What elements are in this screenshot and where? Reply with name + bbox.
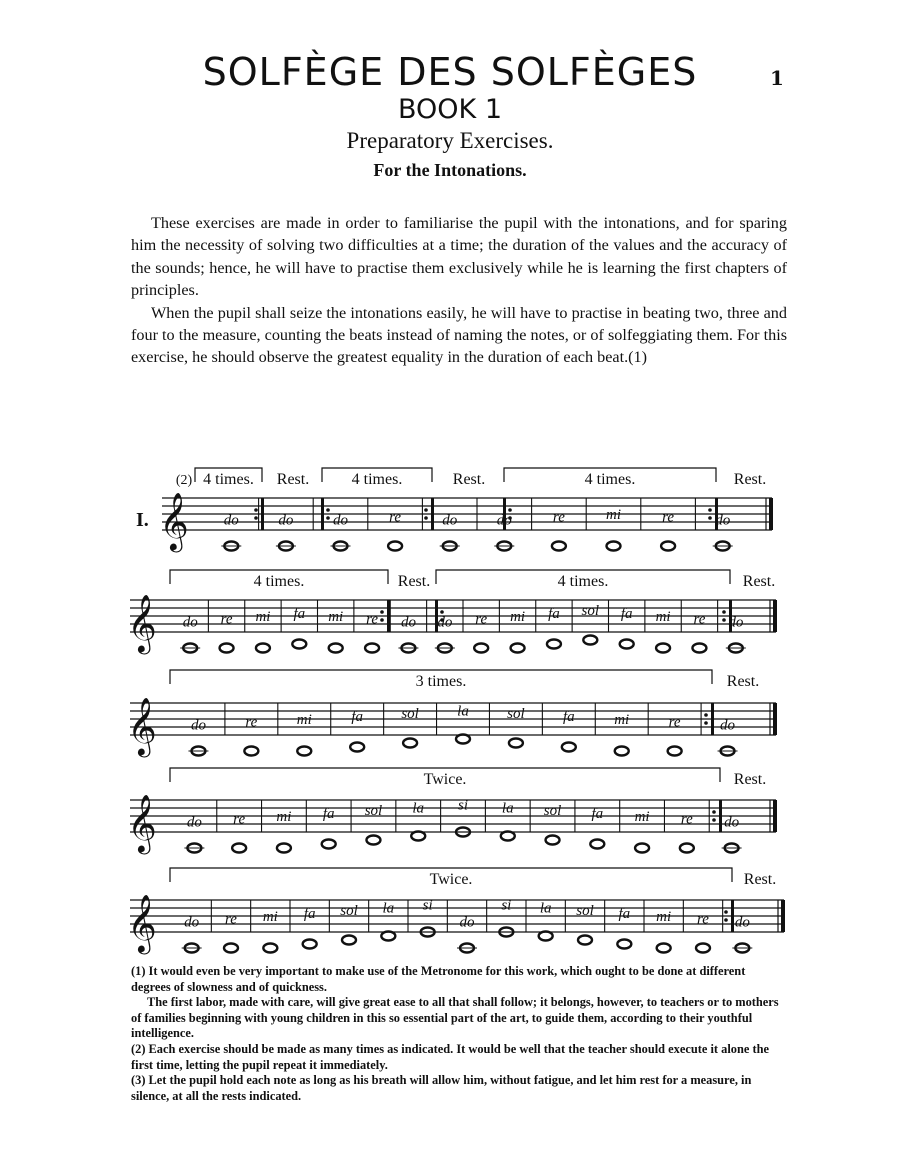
solfege-syllable: la [501,800,514,817]
page-title: SOLFÈGE DES SOLFÈGES [202,50,698,94]
repeat-dot [712,818,716,822]
whole-note [509,739,523,748]
final-barline-thick [773,600,777,632]
footnotes [131,964,787,1104]
repeat-dot [380,610,384,614]
repeat-count-label: 4 times. [203,471,254,488]
solfege-syllable: mi [262,908,278,925]
footnote-marker: (2) [175,473,193,488]
whole-note [244,747,258,756]
solfege-syllable: do [734,914,750,931]
repeat-dot [724,918,728,922]
rest-label: Rest. [397,573,431,590]
whole-note [620,640,634,649]
solfege-syllable: do [728,614,744,631]
repeat-end-bar [731,900,734,932]
solfege-syllable: re [245,714,258,731]
solfege-syllable: re [225,911,237,928]
whole-note [615,747,629,756]
solfege-syllable: do [437,614,453,631]
rest-label: Rest. [733,471,767,488]
repeat-dot [254,516,258,520]
repeat-count-label: 4 times. [253,573,305,590]
solfege-syllable: fa [303,906,316,922]
repeat-dot [440,610,444,614]
whole-note [552,542,566,551]
solfege-syllable: sol [401,706,419,723]
whole-note [501,832,515,841]
whole-note [411,832,425,841]
repeat-count-label: 3 times. [415,673,467,690]
whole-note [224,944,238,953]
treble-clef-icon: 𝄞 [127,595,157,651]
whole-note [474,644,488,653]
solfege-syllable: fa [548,606,560,622]
solfege-syllable: fa [322,806,335,822]
solfege-syllable: do [223,512,239,529]
repeat-dot [326,516,330,520]
page-number: 1 [770,66,784,90]
repeat-dot [424,516,428,520]
rest-label: Rest. [743,871,777,888]
solfege-syllable: do [724,814,740,831]
whole-note [263,944,277,953]
repeat-dot [708,508,712,512]
rest-label: Rest. [276,471,310,488]
solfege-syllable: re [693,611,706,628]
whole-note [583,636,597,645]
repeat-end-bar [719,800,722,832]
solfege-syllable: mi [655,608,671,625]
whole-note [607,542,621,551]
solfege-syllable: sol [576,903,594,920]
solfege-syllable: do [186,814,202,831]
whole-note [232,844,246,853]
solfege-syllable: mi [606,506,621,523]
section-subtitle: For the Intonations. [373,160,527,180]
repeat-count-label: Twice. [429,871,473,888]
solfege-syllable: do [333,512,348,529]
final-barline-thick [769,498,773,530]
whole-note [668,747,682,756]
solfege-syllable: do [190,717,206,734]
solfege-syllable: sol [543,803,562,820]
whole-note [366,836,380,845]
repeat-dot [326,508,330,512]
solfege-syllable: re [662,509,675,526]
whole-note [617,940,631,949]
solfege-syllable: la [457,703,469,720]
treble-clef-icon: 𝄞 [127,795,157,851]
whole-note [322,840,336,849]
solfege-syllable: re [668,714,681,731]
whole-note [220,644,234,653]
solfege-syllable: do [400,614,416,631]
intro-paragraph-1: These exercises are made in order to familiarise the pupil with the intonations, and for sparing him the necessity of solving two difficulties at a time; the duration of the values and the accuracy of the sounds; hence, he will have to practise them exclusively while he is learning the first chapters of principles. [131,214,787,300]
solfege-syllable: re [233,811,246,828]
solfege-syllable: re [366,611,379,628]
repeat-end-bar [431,498,434,530]
final-barline-thick [773,800,777,832]
repeat-start-bar [321,498,324,530]
solfege-syllable: re [475,611,488,628]
rest-label: Rest. [726,673,760,690]
solfege-syllable: mi [255,608,271,625]
solfege-syllable: si [422,897,433,914]
whole-note [388,542,402,551]
solfege-syllable: re [220,611,233,628]
whole-note [303,940,317,949]
repeat-dot [724,910,728,914]
whole-note [329,644,343,653]
solfege-syllable: re [680,811,693,828]
solfege-syllable: fa [562,709,575,725]
repeat-dot [704,713,708,717]
rest-label: Rest. [452,471,486,488]
repeat-dot [708,516,712,520]
repeat-end-bar [711,703,714,735]
whole-note [692,644,706,653]
solfege-syllable: fa [591,806,604,822]
solfege-syllable: do [496,512,512,529]
repeat-dot [722,610,726,614]
solfege-syllable: sol [340,903,358,920]
solfege-syllable: do [442,512,458,529]
whole-note [590,840,604,849]
rest-label: Rest. [733,771,767,788]
whole-note [350,743,364,752]
solfege-syllable: sol [364,803,383,820]
solfege-syllable: do [278,512,294,529]
whole-note [277,844,291,853]
whole-note [661,542,675,551]
repeat-end-bar [387,600,390,632]
solfege-syllable: re [697,911,709,928]
solfege-syllable: si [501,897,512,914]
repeat-dot [712,810,716,814]
solfege-syllable: do [715,512,731,529]
solfege-syllable: sol [581,603,600,620]
footnote-1: (1) It would even be very important to make use of the Metronome for this work, which ought to be done at different degrees of slowness and of quickness. [131,964,746,994]
solfege-syllable: mi [276,808,292,825]
repeat-count-label: Twice. [423,771,467,788]
repeat-dot [508,508,512,512]
solfege-syllable: mi [328,608,344,625]
whole-note [381,932,395,941]
solfege-syllable: re [552,509,565,526]
repeat-dot [424,508,428,512]
repeat-count-label: 4 times. [584,471,636,488]
final-barline-thick [781,900,785,932]
whole-note [365,644,379,653]
solfege-syllable: si [457,797,469,814]
treble-clef-icon: 𝄞 [159,493,189,549]
whole-note [547,640,561,649]
whole-note [546,836,560,845]
solfege-syllable: mi [634,808,650,825]
treble-clef-icon: 𝄞 [127,698,157,754]
solfege-syllable: fa [293,606,306,622]
solfege-syllable: la [382,900,395,917]
footnote-3: (3) Let the pupil hold each note as long as his breath will allow him, without fatigue, and let him rest for a measure, in silence, at all the rests indicated. [131,1073,752,1103]
solfege-syllable: mi [296,711,312,728]
solfege-syllable: mi [656,908,672,925]
solfege-syllable: do [182,614,198,631]
repeat-dot [704,721,708,725]
solfege-syllable: do [459,914,475,931]
repeat-count-label: 4 times. [351,471,403,488]
solfege-syllable: mi [510,608,526,625]
whole-note [511,644,525,653]
book-title: BOOK 1 [397,94,503,125]
whole-note [292,640,306,649]
rest-label: Rest. [742,573,776,590]
whole-note [635,844,649,853]
whole-note [562,743,576,752]
repeat-dot [254,508,258,512]
whole-note [403,739,417,748]
whole-note [656,644,670,653]
repeat-count-label: 4 times. [557,573,609,590]
repeat-dot [722,618,726,622]
exercise-number: I. [136,509,149,531]
solfege-syllable: sol [507,706,525,723]
solfege-syllable: fa [351,709,364,725]
solfege-syllable: la [539,900,552,917]
whole-note [256,644,270,653]
solfege-syllable: do [720,717,736,734]
whole-note [657,944,671,953]
treble-clef-icon: 𝄞 [127,895,157,951]
whole-note [297,747,311,756]
whole-note [578,936,592,945]
whole-note [539,932,553,941]
solfege-syllable: do [184,914,200,931]
whole-note [696,944,710,953]
whole-note [680,844,694,853]
repeat-end-bar [261,498,264,530]
section-title: Preparatory Exercises. [346,128,554,153]
footnote-2: (2) Each exercise should be made as many times as indicated. It would be well that the teacher should execute it alone the first time, letting the pupil repeat it immediately. [131,1041,769,1072]
solfege-syllable: fa [620,606,633,622]
intro-paragraph-2: When the pupil shall seize the intonations easily, he will have to practise in beating two, three and four to the measure, counting the beats instead of naming the notes, or of solfeggiating them. For this exercise, he should observe the greatest equality in the duration of each beat.(1) [131,303,787,367]
solfege-syllable: re [389,509,402,526]
whole-note [342,936,356,945]
whole-note [456,735,470,744]
final-barline-thick [773,703,777,735]
solfege-syllable: fa [618,906,631,922]
solfege-syllable: mi [614,711,630,728]
repeat-dot [380,618,384,622]
solfege-syllable: la [412,800,425,817]
footnote-1b: The first labor, made with care, will give great ease to all that shall follow; it belongs, however, to teachers or to mothers of families beginning with young children in this so essential part of the art, to guide them, according to their youthful intelligence. [131,995,779,1041]
